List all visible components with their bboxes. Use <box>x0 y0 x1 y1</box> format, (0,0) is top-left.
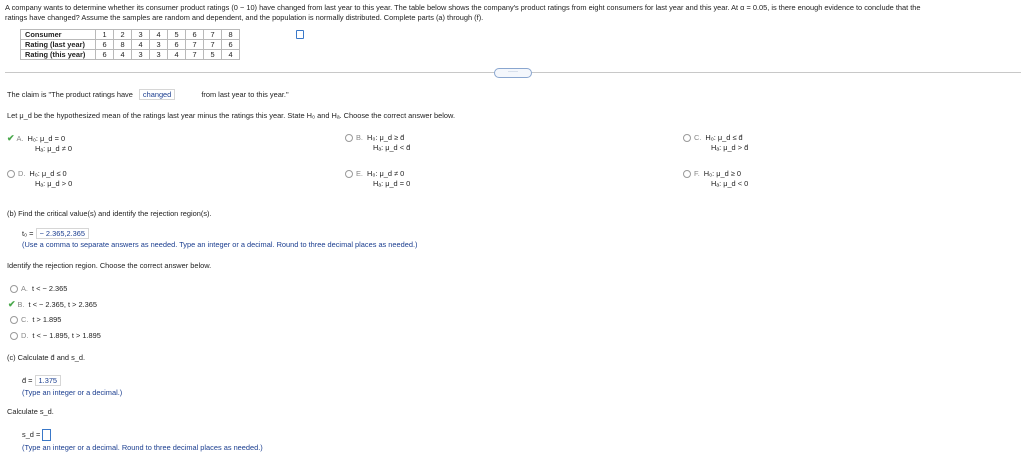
table-cell: 4 <box>168 50 186 60</box>
option-label: F. <box>694 169 700 178</box>
table-row <box>21 50 240 60</box>
dbar-label: d̄ = <box>22 376 33 385</box>
radio-icon[interactable] <box>10 316 18 324</box>
hyp-option-c[interactable] <box>683 133 748 153</box>
hyp-option-a[interactable] <box>7 133 72 154</box>
table-cell: 1 <box>96 30 114 40</box>
mu-definition: Let μ_d be the hypothesized mean of the ratings last year minus the ratings this year. State H₀ and Hₐ. Choose the correct answer below. <box>7 111 456 120</box>
part-c-title: (c) Calculate d̄ and s_d. <box>7 353 86 362</box>
option-text: t < − 1.895, t > 1.895 <box>32 331 101 340</box>
ha-text: Hₐ: μ_d > d̄ <box>711 143 749 152</box>
table-row <box>21 40 240 50</box>
table-cell: 7 <box>204 40 222 50</box>
table-cell: 7 <box>186 50 204 60</box>
copy-table-icon[interactable] <box>296 30 304 39</box>
intro-line-2: ratings have changed? Assume the samples are random and dependent, and the population is normally distributed. Complete parts (a) through (f). <box>5 13 484 22</box>
problem-statement <box>5 3 1020 23</box>
claim-suffix: from last year to this year." <box>201 90 289 99</box>
sd-line <box>22 429 51 441</box>
option-label: B. <box>356 133 363 142</box>
radio-icon[interactable] <box>345 170 353 178</box>
ha-text: Hₐ: μ_d < 0 <box>711 179 749 188</box>
ha-text: Hₐ: μ_d = 0 <box>373 179 411 188</box>
ha-text: Hₐ: μ_d > 0 <box>35 179 73 188</box>
ha-text: Hₐ: μ_d < d̄ <box>373 143 411 152</box>
claim-answer-field[interactable]: changed <box>139 89 175 100</box>
table-cell: 3 <box>150 50 168 60</box>
region-prompt: Identify the rejection region. Choose the correct answer below. <box>7 261 212 270</box>
radio-icon[interactable] <box>10 285 18 293</box>
radio-icon[interactable] <box>7 170 15 178</box>
table-cell: 6 <box>96 50 114 60</box>
hyp-option-d[interactable] <box>7 169 72 189</box>
radio-icon[interactable] <box>683 170 691 178</box>
region-option-c[interactable] <box>10 315 61 325</box>
h0-text: H₀: μ_d ≤ 0 <box>29 169 67 178</box>
t0-note: (Use a comma to separate answers as needed. Type an integer or a decimal. Round to three decimal places as needed.) <box>22 240 418 249</box>
table-cell: 6 <box>222 40 240 50</box>
expand-dots-button[interactable]: ····· <box>494 68 532 78</box>
table-cell: 3 <box>132 30 150 40</box>
claim-line <box>7 90 289 100</box>
region-option-d[interactable] <box>10 331 101 341</box>
table-cell: 3 <box>150 40 168 50</box>
table-cell: 4 <box>132 40 150 50</box>
row-label: Rating (last year) <box>21 40 96 50</box>
sd-label: s_d = <box>22 429 41 439</box>
table-cell: 3 <box>132 50 150 60</box>
claim-prefix: The claim is "The product ratings have <box>7 90 133 99</box>
ratings-table <box>20 29 240 60</box>
hyp-option-f[interactable] <box>683 169 748 189</box>
h0-text: H₀: μ_d = 0 <box>27 134 66 143</box>
table-cell: 4 <box>222 50 240 60</box>
table-cell: 8 <box>114 40 132 50</box>
table-cell: 4 <box>114 50 132 60</box>
h0-text: H₀: μ_d ≠ 0 <box>366 169 405 178</box>
table-cell: 4 <box>150 30 168 40</box>
table-cell: 5 <box>204 50 222 60</box>
dbar-line <box>22 376 61 386</box>
radio-icon[interactable] <box>345 134 353 142</box>
region-option-a[interactable] <box>10 284 67 294</box>
h0-text: H₀: μ_d ≤ d̄ <box>705 133 743 142</box>
table-cell: 8 <box>222 30 240 40</box>
option-label: A. <box>16 134 24 143</box>
option-label: C. <box>694 133 702 142</box>
table-cell: 7 <box>186 40 204 50</box>
table-row <box>21 30 240 40</box>
calc-sd-label: Calculate s_d. <box>7 407 54 416</box>
h0-text: H₀: μ_d ≥ d̄ <box>366 133 405 142</box>
sd-input[interactable] <box>42 429 51 441</box>
table-cell: 7 <box>204 30 222 40</box>
option-text: t < − 2.365 <box>31 284 68 293</box>
hyp-option-e[interactable] <box>345 169 410 189</box>
row-label: Consumer <box>21 30 96 40</box>
ha-text: Hₐ: μ_d ≠ 0 <box>35 144 72 153</box>
table-cell: 6 <box>96 40 114 50</box>
t0-line <box>22 229 89 239</box>
option-label: C. <box>21 315 29 324</box>
table-cell: 5 <box>168 30 186 40</box>
option-label: E. <box>356 169 363 178</box>
radio-icon[interactable] <box>10 332 18 340</box>
option-label: D. <box>21 331 29 340</box>
dbar-note: (Type an integer or a decimal.) <box>22 388 123 397</box>
radio-icon[interactable] <box>683 134 691 142</box>
option-label: D. <box>18 169 26 178</box>
t0-label: t₀ = <box>22 229 34 238</box>
part-b-title: (b) Find the critical value(s) and identify the rejection region(s). <box>7 209 212 218</box>
row-label: Rating (this year) <box>21 50 96 60</box>
table-cell: 6 <box>186 30 204 40</box>
checkmark-icon: ✔ <box>7 133 15 143</box>
option-label: A. <box>21 284 28 293</box>
table-cell: 2 <box>114 30 132 40</box>
t0-answer-field[interactable]: − 2.365,2.365 <box>36 228 89 239</box>
option-text: t > 1.895 <box>32 315 62 324</box>
intro-line-1: A company wants to determine whether its consumer product ratings (0 − 10) have changed from last year to this year. The table below shows the company's product ratings from eight consumers for last year and this year. At α = 0.05, is there enough evidence to conclude that the <box>5 3 921 12</box>
h0-text: H₀: μ_d ≥ 0 <box>703 169 742 178</box>
sd-note: (Type an integer or a decimal. Round to three decimal places as needed.) <box>22 443 263 452</box>
table-cell: 6 <box>168 40 186 50</box>
option-text: t < − 2.365, t > 2.365 <box>28 300 97 309</box>
checkmark-icon: ✔ <box>8 299 16 309</box>
hyp-option-b[interactable] <box>345 133 410 153</box>
region-option-b[interactable] <box>8 299 97 310</box>
option-label: B. <box>17 300 25 309</box>
dbar-answer-field[interactable]: 1.375 <box>35 375 62 386</box>
